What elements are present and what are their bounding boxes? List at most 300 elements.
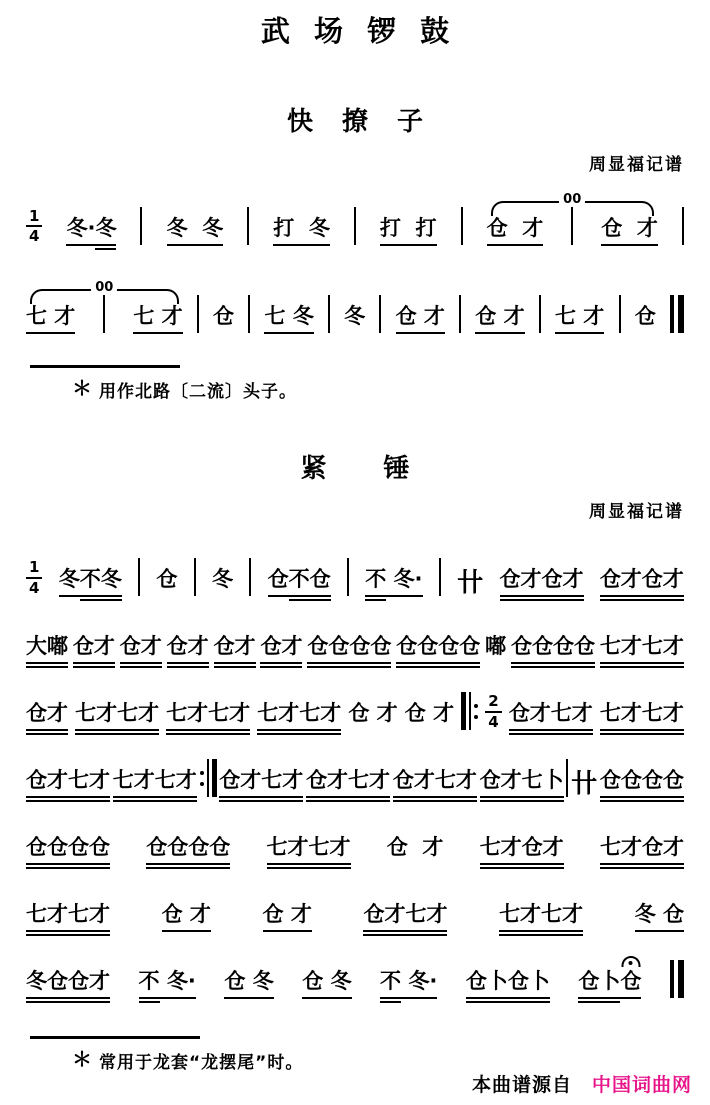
notation-part: 仓 xyxy=(156,566,178,591)
beam-underline xyxy=(386,595,422,597)
beam-underline xyxy=(307,662,391,664)
notation-unit xyxy=(66,216,116,253)
notation-part: 七才七才 xyxy=(113,768,197,805)
beam-underline xyxy=(260,666,302,668)
transcriber-credit: 周显福记谱 xyxy=(589,502,684,523)
notation-part: 仓 xyxy=(620,969,641,1006)
notation-unit xyxy=(555,304,604,341)
notation-part: 仓仓仓仓 xyxy=(146,835,230,872)
beam-underline xyxy=(160,997,196,999)
notation-unit xyxy=(635,304,656,341)
beam-underline xyxy=(393,800,477,802)
notation-unit xyxy=(600,701,684,738)
beam-underline xyxy=(499,934,583,936)
beam-underline xyxy=(401,997,437,999)
notation-part: 仓才 xyxy=(26,701,68,738)
notation-part: 仓 才 xyxy=(475,304,524,341)
beam-underline xyxy=(475,332,524,334)
notation-part: 仓 才 xyxy=(487,216,544,253)
beam-underline xyxy=(600,867,684,869)
beam-underline xyxy=(289,595,331,597)
beam-underline xyxy=(466,1001,550,1003)
beam-underline xyxy=(260,662,302,664)
notation-part: 仓才七才 xyxy=(306,768,390,805)
notation-unit xyxy=(26,304,75,341)
notation-part: 七才七才 xyxy=(600,634,684,671)
notation-part: 仓 才 xyxy=(162,902,211,939)
main-title: 武 场 锣 鼓 xyxy=(260,14,450,48)
footnote xyxy=(72,1043,710,1073)
notation-part: 仓才 xyxy=(120,634,162,671)
beam-underline xyxy=(635,930,684,932)
notation-part: 仓才 xyxy=(214,634,256,671)
beam-underline xyxy=(396,666,480,668)
notation-unit xyxy=(26,902,110,939)
beam-underline xyxy=(620,997,641,999)
bar-thin xyxy=(207,759,209,797)
notation-part: 冬 xyxy=(95,216,116,253)
music-line xyxy=(0,741,710,805)
music-lines xyxy=(0,189,710,341)
notation-part: 仓 冬 xyxy=(224,969,273,1006)
repeat-dots xyxy=(200,759,204,797)
beam-underline xyxy=(166,733,250,735)
notation-part: 仓才七才 xyxy=(363,902,447,939)
notation-unit xyxy=(396,304,445,341)
beam-underline xyxy=(80,599,122,601)
beam-underline xyxy=(380,244,437,246)
notation-unit xyxy=(578,969,641,1006)
notation-unit xyxy=(480,768,564,805)
beam-underline xyxy=(75,729,159,731)
barline xyxy=(138,558,140,596)
beam-underline xyxy=(511,666,595,668)
notation-unit xyxy=(26,969,110,1006)
beam-underline xyxy=(167,666,209,668)
barline xyxy=(354,207,356,245)
notation-part: 仓 冬 xyxy=(302,969,351,1006)
barline xyxy=(197,295,199,333)
section-title: 快 撩 子 xyxy=(286,106,424,137)
notation-unit xyxy=(75,701,159,738)
beam-underline xyxy=(139,1001,160,1003)
notation-part: 仓才七才 xyxy=(393,768,477,805)
footnote-text: 常用于龙套“龙摆尾”时。 xyxy=(99,1053,304,1074)
notation-part: 七 冬 xyxy=(264,304,313,341)
notation-part: 仓卜 xyxy=(578,969,620,1006)
free-tempo-mark: 卄 xyxy=(457,568,484,599)
notation-unit xyxy=(214,634,256,671)
notation-part: 七 才 xyxy=(555,304,604,341)
notation-unit xyxy=(166,701,250,738)
notation-unit xyxy=(264,304,313,341)
notation-unit xyxy=(26,701,68,738)
notation-part: 不冬 xyxy=(80,567,122,604)
notation-unit xyxy=(273,216,330,253)
beam-underline xyxy=(267,867,351,869)
beam-underline xyxy=(499,930,583,932)
notation-part: 仓 xyxy=(268,567,289,604)
time-signature xyxy=(485,693,501,730)
notation-unit xyxy=(302,969,351,1006)
beam-underline xyxy=(167,662,209,664)
notation-part: 仓 才 xyxy=(601,216,658,253)
bar-thick xyxy=(678,960,684,998)
beam-underline xyxy=(306,796,390,798)
repeat-dots xyxy=(474,692,478,730)
beam-underline xyxy=(600,863,684,865)
notation-part: 仓仓仓仓 xyxy=(600,768,684,805)
beam-underline xyxy=(380,997,401,999)
ts-denominator: 4 xyxy=(29,227,40,246)
ts-denominator: 4 xyxy=(488,712,499,731)
notation-unit xyxy=(405,701,454,738)
notation-part: 冬· xyxy=(386,567,422,604)
beam-underline xyxy=(214,666,256,668)
beam-underline xyxy=(133,332,182,334)
notation-part: 仓 才 xyxy=(263,902,312,939)
notation-unit xyxy=(26,768,110,805)
notation-unit xyxy=(600,768,684,805)
slur-group xyxy=(486,191,658,253)
section-title: 紧 锤 xyxy=(300,453,410,484)
music-line xyxy=(0,875,710,939)
beam-underline xyxy=(26,930,110,932)
notation-unit xyxy=(600,567,684,604)
beam-underline xyxy=(302,997,351,999)
notation-unit xyxy=(363,902,447,939)
notation-part: 仓 xyxy=(213,303,235,328)
beam-underline xyxy=(166,729,250,731)
notation-part: 不仓 xyxy=(289,567,331,604)
beam-underline xyxy=(26,934,110,936)
notation-part: 打 打 xyxy=(380,216,437,253)
notation-unit xyxy=(380,969,437,1006)
notation-part: 冬 xyxy=(212,566,233,591)
beam-underline xyxy=(480,863,564,865)
beam-underline xyxy=(500,599,584,601)
source-brand: 中国词曲网 xyxy=(591,1074,692,1096)
music-line xyxy=(0,607,710,671)
barline xyxy=(619,295,621,333)
notation-unit xyxy=(499,902,583,939)
beam-underline xyxy=(600,595,684,597)
beam-underline xyxy=(113,800,197,802)
notation-part: 仓仓仓仓 xyxy=(396,634,480,671)
beam-underline xyxy=(600,800,684,802)
dot xyxy=(474,715,478,719)
barline xyxy=(328,295,330,333)
notation-unit xyxy=(267,835,351,872)
notation-unit xyxy=(500,567,584,604)
beam-underline xyxy=(380,1001,401,1003)
notation-unit xyxy=(393,768,477,805)
section-kuai-liao-zi xyxy=(0,107,710,402)
source-prefix: 本曲谱源自 xyxy=(471,1074,572,1096)
notation-part: 七才七才 xyxy=(499,902,583,939)
notation-part: 七才仓才 xyxy=(600,835,684,872)
music-line xyxy=(0,808,710,872)
notation-unit xyxy=(487,216,544,253)
section-jin-chui xyxy=(0,454,710,1073)
notation-part: 冬· xyxy=(160,969,196,1006)
notation-part: 仓卜仓卜 xyxy=(466,969,550,1006)
notation-unit xyxy=(26,835,110,872)
notation-part: 七才七才 xyxy=(75,701,159,738)
ts-numerator: 2 xyxy=(485,693,501,713)
asterisk-mark: ＊ xyxy=(72,1047,93,1072)
notation-part: 大嘟 xyxy=(26,634,68,671)
beam-underline xyxy=(26,1001,110,1003)
notation-unit xyxy=(167,216,224,253)
notation-unit xyxy=(212,567,233,604)
beam-underline xyxy=(555,332,604,334)
beam-underline xyxy=(365,599,386,601)
barline xyxy=(194,558,196,596)
notation-unit xyxy=(268,567,331,604)
transcriber-credit: 周显福记谱 xyxy=(589,154,684,175)
bar-thin xyxy=(670,960,674,998)
final-barline xyxy=(670,295,684,333)
music-line xyxy=(0,674,710,738)
footnote-divider xyxy=(30,1036,200,1039)
barline xyxy=(379,295,381,333)
notation-unit xyxy=(380,216,437,253)
beam-underline xyxy=(396,662,480,664)
barline xyxy=(439,558,441,596)
beam-underline xyxy=(600,733,684,735)
notation-unit xyxy=(306,768,390,805)
beam-underline xyxy=(487,244,544,246)
beam-underline xyxy=(289,599,331,601)
beam-underline xyxy=(509,729,593,731)
dot xyxy=(200,771,204,775)
slur-group xyxy=(26,279,183,341)
notation-part: 七 才 xyxy=(133,304,182,341)
beam-underline xyxy=(219,800,303,802)
notation-part: 仓才七卜 xyxy=(480,768,564,805)
beam-underline xyxy=(26,662,68,664)
barline xyxy=(347,558,349,596)
notation-part: 仓才 xyxy=(167,634,209,671)
beam-underline xyxy=(511,662,595,664)
beam-underline xyxy=(268,595,289,597)
notation-part: 嘟 xyxy=(485,633,507,658)
notation-part: 七才七才 xyxy=(257,701,341,738)
notation-unit xyxy=(257,701,341,738)
notation-unit xyxy=(509,701,593,738)
beam-underline xyxy=(73,666,115,668)
notation-part: 七才仓才 xyxy=(480,835,564,872)
notation-part: 仓 才 xyxy=(404,700,455,725)
notation-part: 仓仓仓仓 xyxy=(26,835,110,872)
notation-unit xyxy=(263,902,312,939)
notation-part: 仓才七才 xyxy=(509,701,593,738)
notation-part: 七才七才 xyxy=(267,835,351,872)
notation-part: 冬 冬 xyxy=(167,216,224,253)
notation-part: 七才七才 xyxy=(600,701,684,738)
time-signature xyxy=(26,208,42,245)
beam-underline xyxy=(26,332,75,334)
slur-label: 00 xyxy=(559,193,585,206)
beam-underline xyxy=(26,666,68,668)
music-line xyxy=(0,942,710,1006)
beam-underline xyxy=(167,244,224,246)
barline xyxy=(461,207,463,245)
notation-unit xyxy=(387,835,444,872)
dot xyxy=(200,782,204,786)
notation-unit xyxy=(511,634,595,671)
notation-part: 仓 才 xyxy=(396,304,445,341)
notation-part: 冬 仓 xyxy=(635,902,684,939)
footnote-divider xyxy=(30,365,180,368)
notation-unit xyxy=(26,634,68,671)
notation-part: 冬 xyxy=(59,567,80,604)
slur-label: 00 xyxy=(91,281,117,294)
notation-unit xyxy=(485,634,506,671)
notation-unit xyxy=(133,304,182,341)
notation-unit xyxy=(73,634,115,671)
beam-underline xyxy=(26,997,110,999)
beam-underline xyxy=(224,997,273,999)
barline xyxy=(248,295,250,333)
beam-underline xyxy=(257,729,341,731)
final-barline xyxy=(670,960,684,998)
beam-underline xyxy=(600,599,684,601)
music-lines xyxy=(0,540,710,1006)
notation-part: 仓 才 xyxy=(386,834,444,859)
repeat-end-sign xyxy=(200,759,217,797)
beam-underline xyxy=(600,796,684,798)
notation-unit xyxy=(213,304,234,341)
ts-numerator: 1 xyxy=(26,559,42,579)
notation-unit xyxy=(219,768,303,805)
bar-thick xyxy=(461,692,466,730)
beam-underline xyxy=(396,332,445,334)
beam-underline xyxy=(263,930,312,932)
beam-underline xyxy=(480,867,564,869)
footnote-text: 用作北路〔二流〕头子。 xyxy=(99,381,297,402)
notation-unit xyxy=(167,634,209,671)
ts-denominator: 4 xyxy=(29,578,40,597)
beam-underline xyxy=(120,666,162,668)
beam-underline xyxy=(480,796,564,798)
notation-unit xyxy=(120,634,162,671)
notation-unit xyxy=(224,969,273,1006)
notation-part: 仓 才 xyxy=(348,700,398,725)
beam-underline xyxy=(95,244,116,246)
beam-underline xyxy=(267,863,351,865)
beam-underline xyxy=(393,796,477,798)
beam-underline xyxy=(113,796,197,798)
barline xyxy=(459,295,461,333)
beam-underline xyxy=(600,666,684,668)
time-signature xyxy=(26,559,42,596)
notation-part: 七才七才 xyxy=(166,701,250,738)
beam-underline xyxy=(214,662,256,664)
bar-thin xyxy=(670,295,674,333)
notation-unit xyxy=(600,835,684,872)
beam-underline xyxy=(26,800,110,802)
beam-underline xyxy=(578,997,620,999)
barline xyxy=(140,207,142,245)
notation-part: 仓才七才 xyxy=(219,768,303,805)
notation-unit xyxy=(307,634,391,671)
fermata-icon xyxy=(621,956,640,967)
notation-unit xyxy=(344,304,365,341)
notation-unit xyxy=(156,567,177,604)
notation-unit xyxy=(365,567,422,604)
notation-unit xyxy=(600,634,684,671)
free-tempo-mark: 卄 xyxy=(571,769,598,800)
beam-underline xyxy=(363,934,447,936)
notation-part: 仓仓仓仓 xyxy=(307,634,391,671)
notation-unit xyxy=(162,902,211,939)
notation-part: 仓才 xyxy=(73,634,115,671)
beam-underline xyxy=(146,863,230,865)
repeat-start-sign xyxy=(461,692,478,730)
notation-unit xyxy=(466,969,550,1006)
notation-unit xyxy=(59,567,122,604)
notation-unit xyxy=(635,902,684,939)
beam-underline xyxy=(26,863,110,865)
beam-underline xyxy=(500,595,584,597)
notation-part: 仓才仓才 xyxy=(500,567,584,604)
beam-underline xyxy=(578,1001,620,1003)
beam-underline xyxy=(257,733,341,735)
beam-underline xyxy=(162,930,211,932)
beam-underline xyxy=(480,800,564,802)
beam-underline xyxy=(66,244,95,246)
notation-unit xyxy=(396,634,480,671)
notation-part: 不 xyxy=(380,969,401,1006)
beam-underline xyxy=(26,733,68,735)
beam-underline xyxy=(306,800,390,802)
beam-underline xyxy=(95,248,116,250)
bar-thin xyxy=(469,692,471,730)
notation-part: 冬仓仓才 xyxy=(26,969,110,1006)
beam-underline xyxy=(365,595,386,597)
notation-part: 冬· xyxy=(401,969,437,1006)
notation-unit xyxy=(113,768,197,805)
barline xyxy=(539,295,541,333)
beam-underline xyxy=(264,332,313,334)
beam-underline xyxy=(26,729,68,731)
notation-part: 七 才 xyxy=(26,304,75,341)
barline xyxy=(247,207,249,245)
beam-underline xyxy=(73,662,115,664)
beam-underline xyxy=(600,662,684,664)
notation-part: 打 冬 xyxy=(273,216,330,253)
music-line xyxy=(0,277,710,341)
notation-part: 仓 xyxy=(634,303,656,328)
beam-underline xyxy=(139,997,160,999)
beam-underline xyxy=(146,867,230,869)
notation-unit xyxy=(480,835,564,872)
notation-unit xyxy=(475,304,524,341)
asterisk-mark: ＊ xyxy=(72,375,93,400)
music-line xyxy=(0,189,710,253)
bar-thick xyxy=(678,295,684,333)
notation-part: 冬 xyxy=(344,303,366,328)
notation-part: 不 xyxy=(139,969,160,1006)
music-line xyxy=(0,540,710,604)
beam-underline xyxy=(80,595,122,597)
ts-numerator: 1 xyxy=(26,208,42,228)
barline xyxy=(249,558,251,596)
beam-underline xyxy=(307,666,391,668)
beam-underline xyxy=(600,729,684,731)
